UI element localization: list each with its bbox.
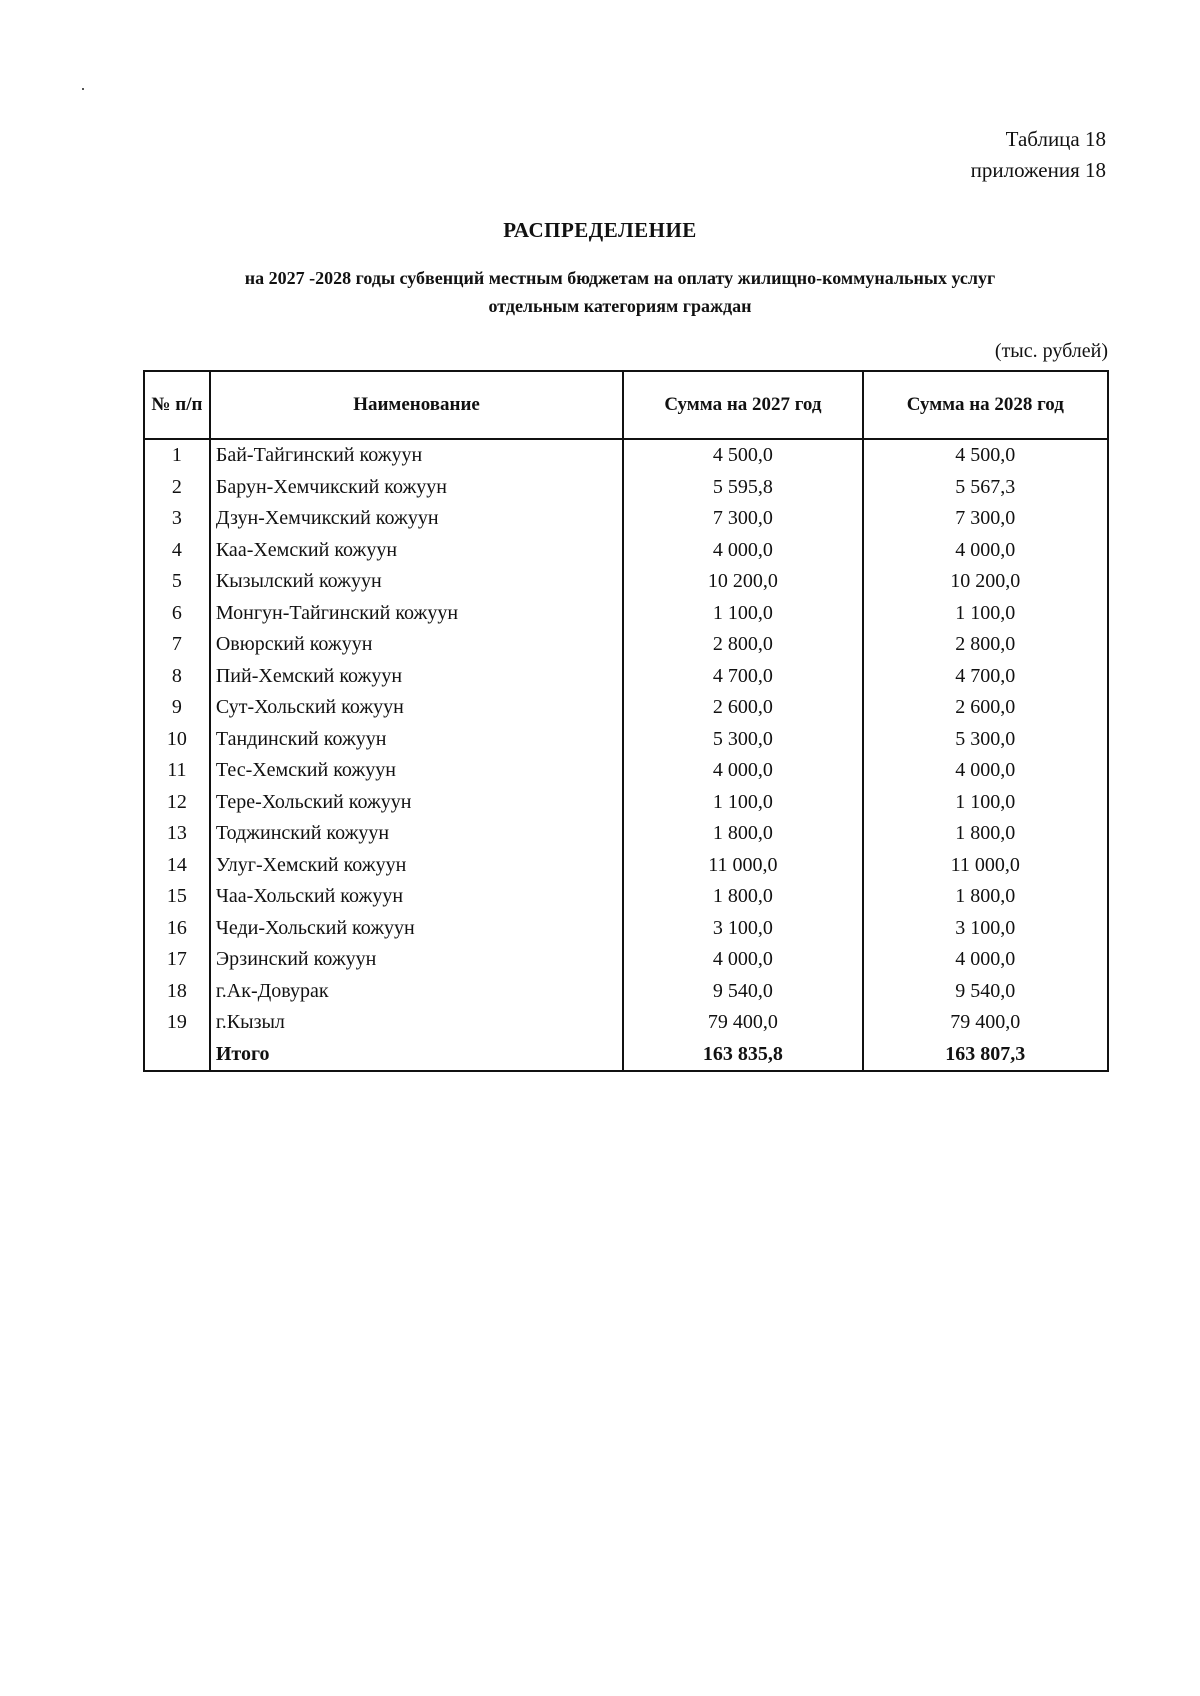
row-number: 7 — [144, 629, 210, 661]
subtitle-line-2: отдельным категориям граждан — [488, 296, 752, 316]
row-sum-2027: 1 100,0 — [623, 787, 862, 819]
row-name: Тандинский кожуун — [210, 724, 623, 756]
row-sum-2028: 4 000,0 — [863, 535, 1108, 567]
table-row — [144, 692, 1108, 724]
table-row — [144, 535, 1108, 567]
row-number: 19 — [144, 1007, 210, 1039]
row-number: 10 — [144, 724, 210, 756]
row-number: 13 — [144, 818, 210, 850]
table-row — [144, 503, 1108, 535]
table-label: Таблица 18 — [1005, 127, 1106, 151]
row-name: Улуг-Хемский кожуун — [210, 850, 623, 882]
row-name: г.Кызыл — [210, 1007, 623, 1039]
row-sum-2027: 3 100,0 — [623, 913, 862, 945]
table-row — [144, 439, 1108, 472]
document-title: РАСПРЕДЕЛЕНИЕ — [503, 218, 697, 242]
appendix-reference — [971, 124, 1106, 186]
column-header-number: № п/п — [144, 371, 210, 439]
row-name: Чеди-Хольский кожуун — [210, 913, 623, 945]
row-number: 12 — [144, 787, 210, 819]
subtitle-line-1: на 2027 -2028 годы субвенций местным бюджетам на оплату жилищно-коммунальных услуг — [244, 268, 996, 288]
row-sum-2028: 4 000,0 — [863, 944, 1108, 976]
row-name: Чаа-Хольский кожуун — [210, 881, 623, 913]
row-sum-2027: 1 100,0 — [623, 598, 862, 630]
table-row — [144, 566, 1108, 598]
row-sum-2028: 2 600,0 — [863, 692, 1108, 724]
row-sum-2028: 11 000,0 — [863, 850, 1108, 882]
row-name: Кызылский кожуун — [210, 566, 623, 598]
row-sum-2027: 4 700,0 — [623, 661, 862, 693]
table-row — [144, 881, 1108, 913]
row-name: Тере-Хольский кожуун — [210, 787, 623, 819]
row-number: 15 — [144, 881, 210, 913]
row-number: 3 — [144, 503, 210, 535]
row-sum-2028: 10 200,0 — [863, 566, 1108, 598]
table-row — [144, 944, 1108, 976]
table-row — [144, 472, 1108, 504]
row-name: Овюрский кожуун — [210, 629, 623, 661]
row-sum-2028: 1 800,0 — [863, 881, 1108, 913]
units-note: (тыс. рублей) — [994, 340, 1108, 362]
row-sum-2028: 1 100,0 — [863, 598, 1108, 630]
total-row — [144, 1039, 1108, 1072]
table-row — [144, 661, 1108, 693]
row-sum-2028: 1 800,0 — [863, 818, 1108, 850]
row-number: 14 — [144, 850, 210, 882]
table-row — [144, 629, 1108, 661]
row-sum-2027: 5 300,0 — [623, 724, 862, 756]
table-row — [144, 850, 1108, 882]
table-row — [144, 913, 1108, 945]
row-name: г.Ак-Довурак — [210, 976, 623, 1008]
row-sum-2027: 4 500,0 — [623, 439, 862, 472]
row-number: 2 — [144, 472, 210, 504]
row-number: 5 — [144, 566, 210, 598]
row-name: Тоджинский кожуун — [210, 818, 623, 850]
row-number: 6 — [144, 598, 210, 630]
row-name: Каа-Хемский кожуун — [210, 535, 623, 567]
table-row — [144, 818, 1108, 850]
row-number: 18 — [144, 976, 210, 1008]
row-sum-2028: 4 500,0 — [863, 439, 1108, 472]
row-sum-2027: 11 000,0 — [623, 850, 862, 882]
row-sum-2028: 5 567,3 — [863, 472, 1108, 504]
column-header-sum-2028: Сумма на 2028 год — [863, 371, 1108, 439]
document-subtitle — [140, 264, 1100, 320]
row-name: Сут-Хольский кожуун — [210, 692, 623, 724]
row-sum-2027: 10 200,0 — [623, 566, 862, 598]
total-number-cell — [144, 1039, 210, 1072]
scan-speck — [82, 88, 84, 90]
table-header-row — [144, 371, 1108, 439]
row-number: 8 — [144, 661, 210, 693]
row-number: 9 — [144, 692, 210, 724]
table-row — [144, 724, 1108, 756]
row-name: Бай-Тайгинский кожуун — [210, 439, 623, 472]
row-sum-2028: 79 400,0 — [863, 1007, 1108, 1039]
row-sum-2027: 2 800,0 — [623, 629, 862, 661]
row-sum-2028: 4 000,0 — [863, 755, 1108, 787]
total-label: Итого — [210, 1039, 623, 1072]
appendix-label: приложения 18 — [970, 158, 1106, 182]
row-sum-2028: 4 700,0 — [863, 661, 1108, 693]
table-body — [144, 439, 1108, 1071]
row-sum-2027: 1 800,0 — [623, 881, 862, 913]
row-sum-2027: 4 000,0 — [623, 944, 862, 976]
table-row — [144, 787, 1108, 819]
row-sum-2028: 5 300,0 — [863, 724, 1108, 756]
table-row — [144, 755, 1108, 787]
total-sum-2027: 163 835,8 — [623, 1039, 862, 1072]
table-row — [144, 1007, 1108, 1039]
row-sum-2027: 7 300,0 — [623, 503, 862, 535]
row-sum-2028: 7 300,0 — [863, 503, 1108, 535]
row-sum-2027: 9 540,0 — [623, 976, 862, 1008]
distribution-table — [143, 370, 1109, 1072]
row-name: Барун-Хемчикский кожуун — [210, 472, 623, 504]
row-sum-2027: 5 595,8 — [623, 472, 862, 504]
row-number: 1 — [144, 439, 210, 472]
column-header-sum-2027: Сумма на 2027 год — [623, 371, 862, 439]
row-number: 11 — [144, 755, 210, 787]
row-sum-2028: 3 100,0 — [863, 913, 1108, 945]
row-sum-2027: 4 000,0 — [623, 535, 862, 567]
row-number: 17 — [144, 944, 210, 976]
row-sum-2027: 4 000,0 — [623, 755, 862, 787]
row-number: 16 — [144, 913, 210, 945]
row-sum-2028: 2 800,0 — [863, 629, 1108, 661]
row-sum-2027: 1 800,0 — [623, 818, 862, 850]
row-name: Пий-Хемский кожуун — [210, 661, 623, 693]
row-sum-2028: 9 540,0 — [863, 976, 1108, 1008]
row-name: Дзун-Хемчикский кожуун — [210, 503, 623, 535]
row-number: 4 — [144, 535, 210, 567]
total-sum-2028: 163 807,3 — [863, 1039, 1108, 1072]
row-name: Тес-Хемский кожуун — [210, 755, 623, 787]
row-name: Эрзинский кожуун — [210, 944, 623, 976]
row-name: Монгун-Тайгинский кожуун — [210, 598, 623, 630]
row-sum-2027: 2 600,0 — [623, 692, 862, 724]
column-header-name: Наименование — [210, 371, 623, 439]
row-sum-2028: 1 100,0 — [863, 787, 1108, 819]
table-row — [144, 598, 1108, 630]
row-sum-2027: 79 400,0 — [623, 1007, 862, 1039]
table-row — [144, 976, 1108, 1008]
